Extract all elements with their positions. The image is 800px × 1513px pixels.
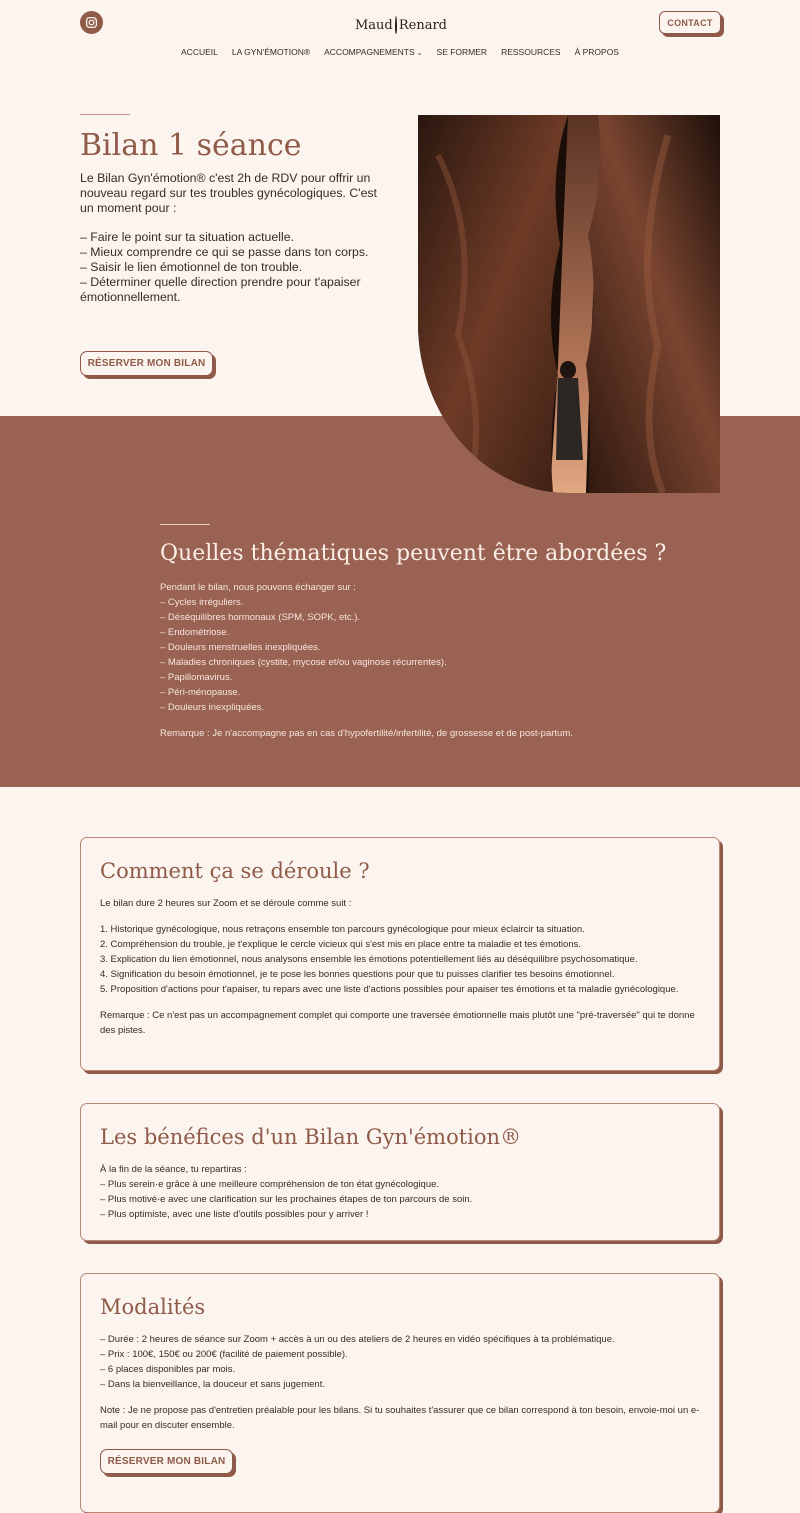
hero-list-item: – Mieux comprendre ce qui se passe dans ton corps. xyxy=(80,245,369,259)
modalites-item: – 6 places disponibles par mois. xyxy=(100,1364,236,1375)
themes-item: – Cycles irréguliers. xyxy=(160,597,244,608)
nav-item-accompagnements[interactable] xyxy=(324,47,422,57)
benefices-intro: À la fin de la séance, tu repartiras : xyxy=(100,1164,247,1175)
modalites-item: – Durée : 2 heures de séance sur Zoom + accès à un ou des ateliers de 2 heures en vidéo spécifiques à ta problématique. xyxy=(100,1334,615,1345)
deroule-card xyxy=(80,837,720,1071)
benefices-item: – Plus motivé·e avec une clarification sur les prochaines étapes de ton parcours de soin. xyxy=(100,1194,473,1205)
nav-item-accueil[interactable]: ACCUEIL xyxy=(181,47,218,57)
modalites-title: Modalités xyxy=(100,1295,206,1319)
modalites-card xyxy=(80,1273,720,1513)
benefices-item: – Plus optimiste, avec une liste d'outils possibles pour y arriver ! xyxy=(100,1209,369,1220)
logo-mark-icon xyxy=(395,16,397,34)
themes-item: – Papillomavirus. xyxy=(160,672,233,683)
nav-item-label: ACCOMPAGNEMENTS xyxy=(324,47,415,57)
site-logo[interactable] xyxy=(355,13,447,37)
deroule-step: 3. Explication du lien émotionnel, nous analysons ensemble les émotions potentiellement liés au déséquilibre psychosomatique. xyxy=(100,954,638,965)
deroule-content xyxy=(100,896,705,1038)
deroule-step: 1. Historique gynécologique, nous retraçons ensemble ton parcours gynécologique pour mieux éclaircir ta situation. xyxy=(100,924,585,935)
modalites-note: Note : Je ne propose pas d'entretien préalable pour les bilans. Si tu souhaites t'assurer que ce bilan correspond à ton besoin, envoie-moi un e-mail pour en discuter ensemble. xyxy=(100,1405,700,1431)
book-bilan-button[interactable]: RÉSERVER MON BILAN xyxy=(80,351,213,376)
logo-last-name: Renard xyxy=(398,17,447,33)
deroule-intro: Le bilan dure 2 heures sur Zoom et se déroule comme suit : xyxy=(100,898,352,909)
divider xyxy=(160,524,210,525)
logo-first-name: Maud xyxy=(355,17,393,33)
themes-title: Quelles thématiques peuvent être abordées ? xyxy=(160,541,667,566)
nav-item-a-propos[interactable]: À PROPOS xyxy=(574,47,619,57)
hero-list-item: – Déterminer quelle direction prendre pour t'apaiser émotionnellement. xyxy=(80,275,361,304)
instagram-icon[interactable] xyxy=(80,11,103,34)
benefices-title: Les bénéfices d'un Bilan Gyn'émotion® xyxy=(100,1125,522,1149)
hero-photo-canyon xyxy=(418,115,720,493)
deroule-step: 5. Proposition d'actions pour t'apaiser, tu repars avec une liste d'actions possibles pour apaiser tes émotions et ta maladie gynécologique. xyxy=(100,984,679,995)
themes-content xyxy=(160,580,660,741)
page-title: Bilan 1 séance xyxy=(80,128,302,163)
benefices-item: – Plus serein·e grâce à une meilleure compréhension de ton état gynécologique. xyxy=(100,1179,440,1190)
nav-item-se-former[interactable]: SE FORMER xyxy=(436,47,488,57)
themes-remark: Remarque : Je n'accompagne pas en cas d'hypofertilité/infertilité, de grossesse et de post-partum. xyxy=(160,728,573,739)
themes-item: – Douleurs inexpliquées. xyxy=(160,702,265,713)
hero-list-item: – Saisir le lien émotionnel de ton trouble. xyxy=(80,260,303,274)
themes-item: – Douleurs menstruelles inexpliquées. xyxy=(160,642,321,653)
benefices-content xyxy=(100,1162,705,1222)
themes-item: – Endométriose. xyxy=(160,627,230,638)
themes-item: – Péri-ménopause. xyxy=(160,687,241,698)
hero-list-item: – Faire le point sur ta situation actuelle. xyxy=(80,230,294,244)
hero-intro: Le Bilan Gyn'émotion® c'est 2h de RDV pour offrir un nouveau regard sur tes troubles gynécologiques. C'est un moment pour : xyxy=(80,171,377,215)
themes-item: – Déséquilibres hormonaux (SPM, SOPK, etc.). xyxy=(160,612,361,623)
themes-item: – Maladies chroniques (cystite, mycose et/ou vaginose récurrentes). xyxy=(160,657,447,668)
divider xyxy=(80,114,130,115)
modalites-item: – Prix : 100€, 150€ ou 200€ (facilité de paiement possible). xyxy=(100,1349,348,1360)
deroule-remark: Remarque : Ce n'est pas un accompagnement complet qui comporte une traversée émotionnelle mais plutôt une "pré-traversée" qui te donne des pistes. xyxy=(100,1010,695,1036)
modalites-content xyxy=(100,1332,705,1433)
modalites-item: – Dans la bienveillance, la douceur et sans jugement. xyxy=(100,1379,325,1390)
nav-item-ressources[interactable]: RESSOURCES xyxy=(501,47,561,57)
deroule-title: Comment ça se déroule ? xyxy=(100,859,370,883)
contact-button[interactable]: CONTACT xyxy=(659,11,721,34)
hero-description xyxy=(80,171,380,305)
deroule-step: 4. Signification du besoin émotionnel, je te pose les bonnes questions pour que tu puisses clarifier tes besoins émotionnel. xyxy=(100,969,615,980)
deroule-step: 2. Compréhension du trouble, je t'explique le cercle vicieux qui s'est mis en place entre ta maladie et tes émotions. xyxy=(100,939,581,950)
book-bilan-button[interactable]: RÉSERVER MON BILAN xyxy=(100,1449,233,1474)
chevron-down-icon: ⌄ xyxy=(416,50,423,57)
themes-intro: Pendant le bilan, nous pouvons échanger sur : xyxy=(160,582,356,593)
main-nav xyxy=(0,47,800,57)
nav-item-gynemotion[interactable]: LA GYN'ÉMOTION® xyxy=(231,47,311,57)
benefices-card xyxy=(80,1103,720,1241)
